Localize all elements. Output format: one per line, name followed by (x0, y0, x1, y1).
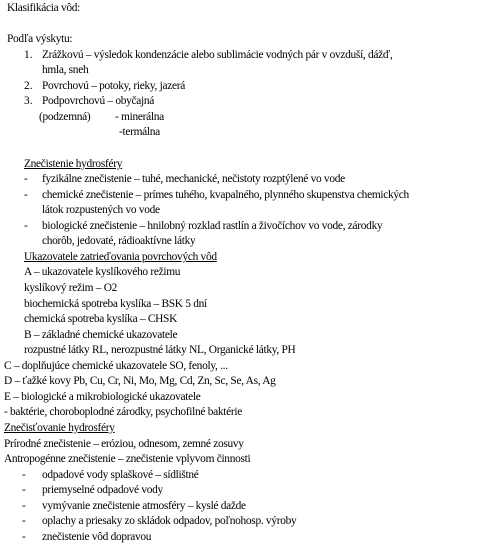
underground-type: -termálna (119, 126, 160, 139)
list-item-text: znečistenie vôd dopravou (42, 530, 152, 543)
list-item-text: odpadové vody splaškové – sídlištné (42, 468, 199, 481)
pollution-heading: Znečistenie hydrosféry (24, 157, 123, 170)
list-item-text: biologické znečistenie – hnilobný rozklad rastlín a živočíchov vo vode, zárodky (42, 219, 383, 232)
sources-line: Prírodné znečistenie – eróziou, odnesom, zemné zosuvy (4, 437, 244, 450)
list-number: 2. (24, 79, 33, 92)
dash-bullet: - (24, 188, 28, 201)
dash-bullet: - (22, 468, 26, 481)
list-number: 3. (24, 95, 33, 108)
list-item-text: chorôb, jedovaté, rádioaktívne látky (42, 235, 196, 248)
underground-label: (podzemná) (39, 110, 91, 123)
dash-bullet: - (22, 484, 26, 497)
indicator-line: E – biologické a mikrobiologické ukazovatele (4, 390, 201, 403)
indicator-line: B – základné chemické ukazovatele (24, 328, 178, 341)
dash-bullet: - (22, 515, 26, 528)
list-item-text: fyzikálne znečistenie – tuhé, mechanické, nečistoty rozptýlené vo vode (42, 173, 345, 186)
indicator-line: rozpustné látky RL, nerozpustné látky NL, Organické látky, PH (24, 344, 296, 357)
indicator-line: kyslíkový režim – O2 (24, 282, 118, 294)
indicator-line: chemická spotreba kyslíka – CHSK (24, 313, 178, 326)
list-item-text: oplachy a priesaky zo skládok odpadov, poľnohosp. výroby (42, 515, 297, 528)
dash-bullet: - (24, 219, 28, 232)
list-item-text: priemyselné odpadové vody (42, 484, 163, 497)
underground-type: - minerálna (115, 110, 164, 123)
origin-heading: Podľa výskytu: (7, 33, 73, 46)
list-item-text: Povrchovú – potoky, rieky, jazerá (42, 79, 185, 92)
list-item-text: vymývanie znečistenie atmosféry – kyslé dažde (42, 499, 246, 512)
list-item-text: Podpovrchovú – obyčajná (42, 95, 155, 108)
indicators-heading: Ukazovatele zatrieďovania povrchových vôd (24, 250, 217, 263)
indicator-line: biochemická spotreba kyslíka – BSK 5 dní (24, 297, 207, 310)
list-number: 1. (24, 48, 33, 61)
list-item-text: Zrážkovú – výsledok kondenzácie alebo sublimácie vodných pár v ovzduší, dážď, (42, 48, 393, 61)
sources-heading: Znečisťovanie hydrosféry (4, 422, 115, 434)
dash-bullet: - (22, 499, 26, 512)
list-item-text: chemické znečistenie – prímes tuhého, kvapalného, plynného skupenstva chemických (42, 188, 409, 201)
document-title: Klasifikácia vôd: (7, 2, 81, 14)
list-item-text: hmla, sneh (42, 64, 89, 77)
list-item-text: látok rozpustených vo vode (42, 204, 160, 217)
sources-line: Antropogénne znečistenie – znečistenie vplyvom činnosti (4, 453, 251, 466)
indicator-line: D – ťažké kovy Pb, Cu, Cr, Ni, Mo, Mg, Cd, Zn, Sc, Se, As, Ag (4, 375, 276, 388)
indicator-line: - baktérie, choroboplodné zárodky, psychofilné baktérie (4, 406, 243, 419)
dash-bullet: - (24, 173, 28, 186)
indicator-line: A – ukazovatele kyslíkového režimu (24, 266, 181, 279)
dash-bullet: - (22, 530, 26, 543)
indicator-line: C – doplňujúce chemické ukazovatele SO, fenoly, ... (4, 359, 228, 372)
